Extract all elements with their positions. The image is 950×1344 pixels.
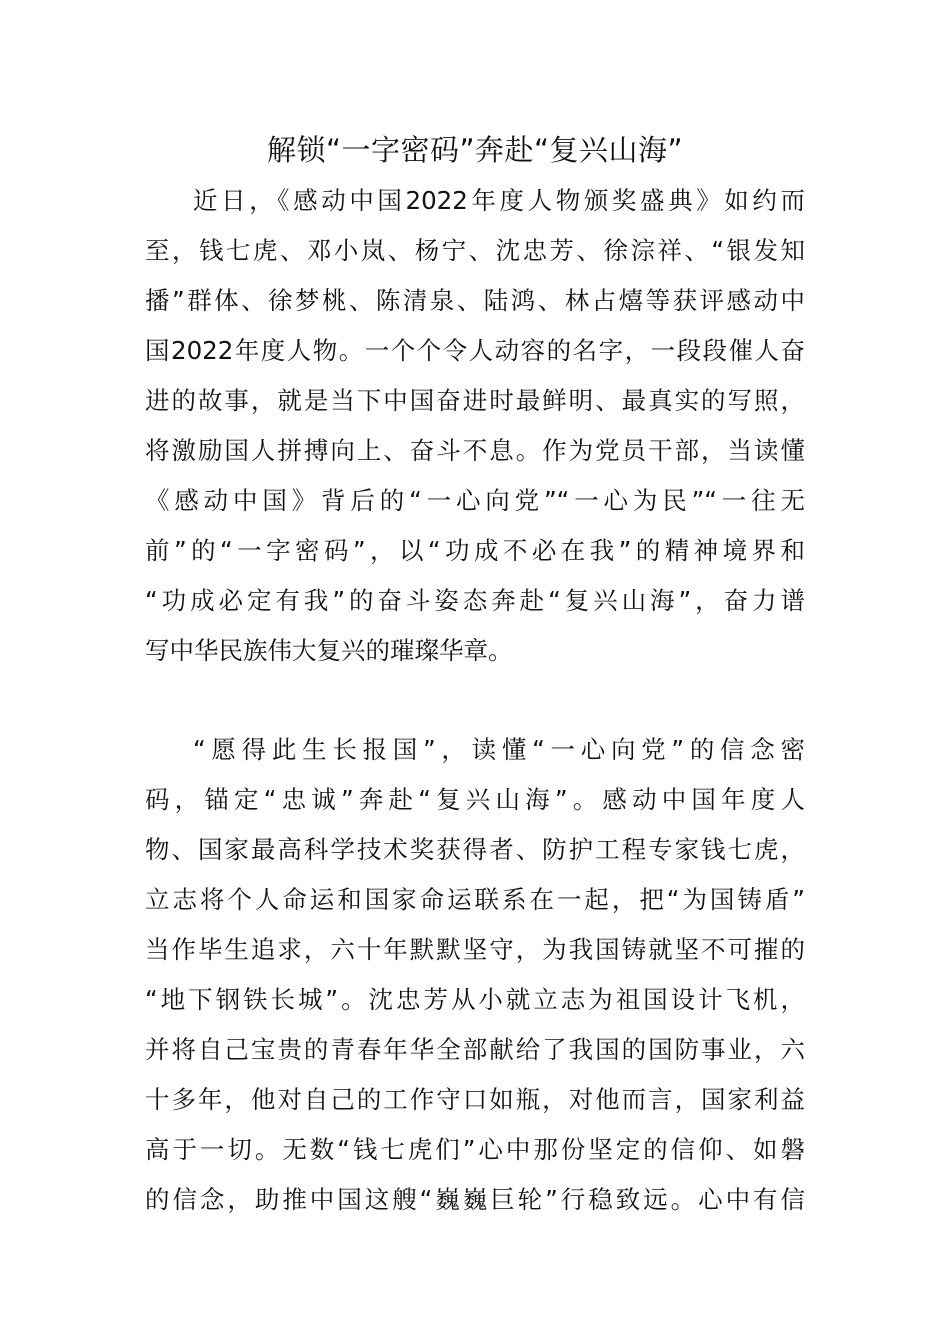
paragraph-line: 进的故事，就是当下中国奋进时最鲜明、最真实的写照， <box>145 386 805 415</box>
paragraph-line: 《感动中国》背后的“一心向党”“一心为民”“一往无 <box>145 486 805 515</box>
paragraph-line: 的信念，助推中国这艘“巍巍巨轮”行稳致远。心中有信 <box>145 1185 805 1214</box>
paragraph-line: “愿得此生长报国”，读懂“一心向党”的信念密 <box>193 735 805 764</box>
paragraph-line: 并将自己宝贵的青春年华全部献给了我国的国防事业，六 <box>145 1035 805 1064</box>
paragraph-line: 前”的“一字密码”，以“功成不必在我”的精神境界和 <box>145 536 805 565</box>
document-title: 解锁“一字密码”奔赴“复兴山海” <box>266 133 684 167</box>
paragraph-line: 播”群体、徐梦桃、陈清泉、陆鸿、林占熺等获评感动中 <box>145 286 805 315</box>
paragraph-line: 国2022年度人物。一个个令人动容的名字，一段段催人奋 <box>145 336 805 365</box>
paragraph-line: 十多年，他对自己的工作守口如瓶，对他而言，国家利益 <box>145 1085 805 1114</box>
paragraph-line: 当作毕生追求，六十年默默坚守，为我国铸就坚不可摧的 <box>145 935 805 964</box>
paragraph-line: 立志将个人命运和国家命运联系在一起，把“为国铸盾” <box>145 885 805 914</box>
paragraph-line: 将激励国人拼搏向上、奋斗不息。作为党员干部，当读懂 <box>145 436 805 465</box>
paragraph-line: 近日，《感动中国2022年度人物颁奖盛典》如约而 <box>193 186 805 215</box>
paragraph-line: 物、国家最高科学技术奖获得者、防护工程专家钱七虎， <box>145 835 805 864</box>
paragraph-line: 写中华民族伟大复兴的璀璨华章。 <box>145 636 513 665</box>
paragraph-line: “功成必定有我”的奋斗姿态奔赴“复兴山海”，奋力谱 <box>145 586 805 615</box>
paragraph-line: “地下钢铁长城”。沈忠芳从小就立志为祖国设计飞机， <box>145 985 805 1014</box>
paragraph-line: 码，锚定“忠诚”奔赴“复兴山海”。感动中国年度人 <box>145 785 805 814</box>
paragraph-line: 至，钱七虎、邓小岚、杨宁、沈忠芳、徐淙祥、“银发知 <box>145 236 805 265</box>
paragraph-line: 高于一切。无数“钱七虎们”心中那份坚定的信仰、如磐 <box>145 1135 805 1164</box>
